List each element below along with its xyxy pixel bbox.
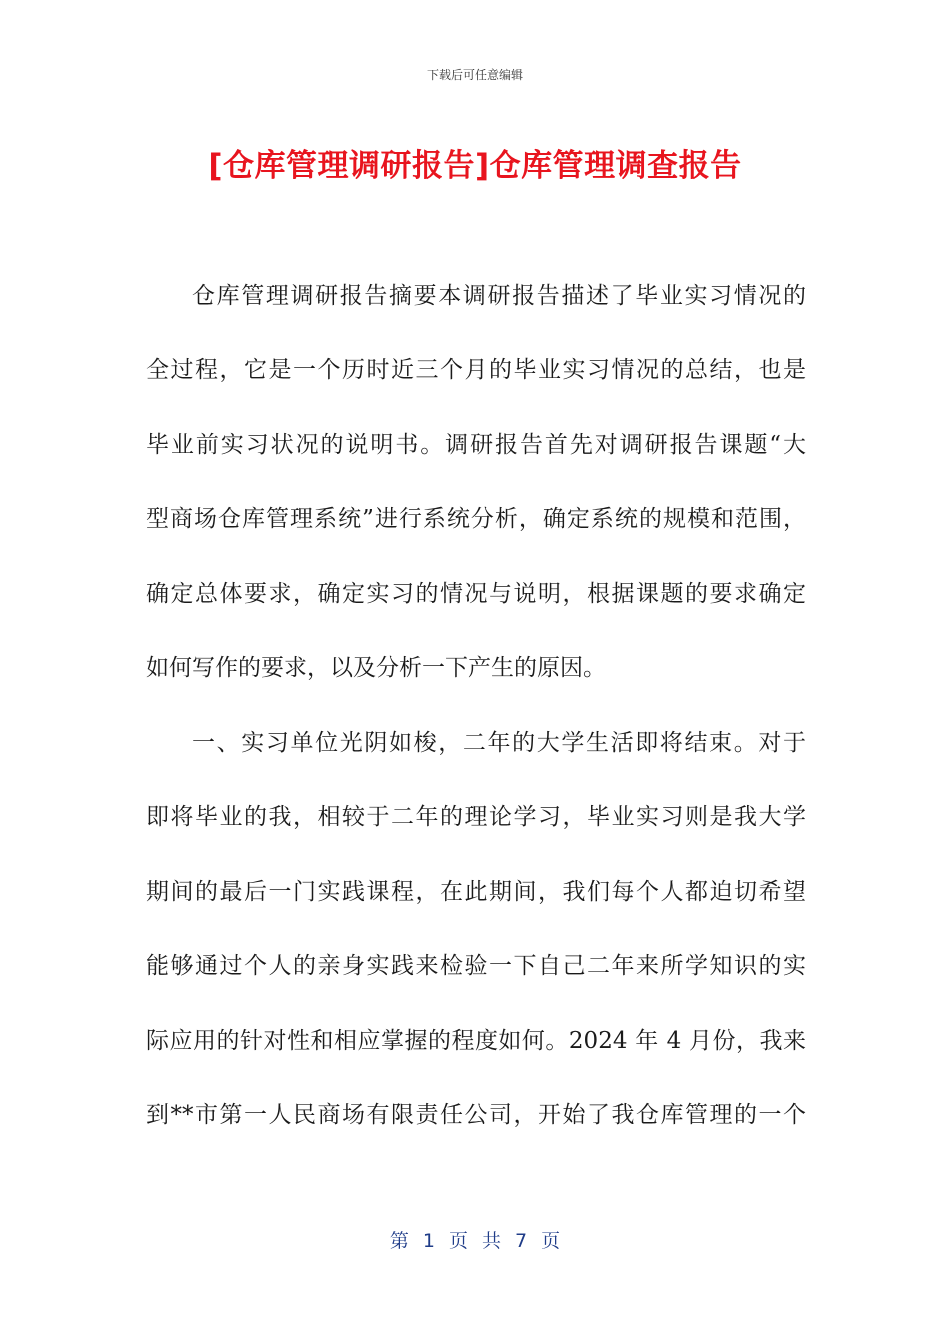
paragraph-2-line-4: 能够通过个人的亲身实践来检验一下自己二年来所学知识的实 — [146, 953, 806, 979]
document-title: [仓库管理调研报告]仓库管理调查报告 — [208, 148, 742, 184]
paragraph-2-line-1: 一、实习单位光阴如梭，二年的大学生活即将结束。对于 — [192, 730, 806, 756]
paragraph-1-line-1: 仓库管理调研报告摘要本调研报告描述了毕业实习情况的 — [192, 283, 806, 309]
paragraph-1-line-6: 如何写作的要求，以及分析一下产生的原因。 — [146, 655, 606, 681]
paragraph-1-line-5: 确定总体要求，确定实习的情况与说明，根据课题的要求确定 — [146, 581, 806, 607]
paragraph-2-line-2: 即将毕业的我，相较于二年的理论学习，毕业实习则是我大学 — [146, 804, 806, 830]
paragraph-2-line-6: 到**市第一人民商场有限责任公司，开始了我仓库管理的一个 — [146, 1102, 806, 1128]
paragraph-2-line-5: 际应用的针对性和相应掌握的程度如何。2024 年 4 月份，我来 — [146, 1028, 806, 1054]
page-number-footer: 第 1 页 共 7 页 — [389, 1230, 561, 1252]
paragraph-2-line-3: 期间的最后一门实践课程，在此期间，我们每个人都迫切希望 — [146, 879, 806, 905]
paragraph-1-line-4: 型商场仓库管理系统”进行系统分析，确定系统的规模和范围， — [146, 506, 806, 532]
header-note: 下载后可任意编辑 — [426, 68, 523, 82]
paragraph-1-line-3: 毕业前实习状况的说明书。调研报告首先对调研报告课题“大 — [146, 432, 806, 458]
paragraph-1-line-2: 全过程，它是一个历时近三个月的毕业实习情况的总结，也是 — [146, 357, 806, 383]
